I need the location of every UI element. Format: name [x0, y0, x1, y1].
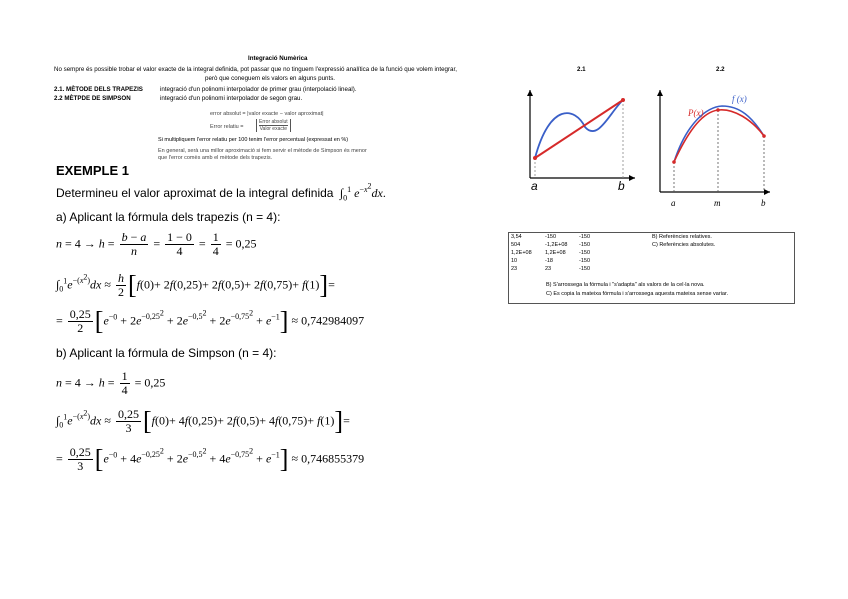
error-relative-numerator: Error absolut — [259, 119, 288, 125]
point-m — [716, 108, 720, 112]
sheet-cell: 10 — [511, 258, 518, 264]
sheet-row — [511, 258, 613, 265]
method1-label: 2.1. MÈTODE DELS TRAPEZIS — [54, 86, 143, 93]
intro-line-1: No sempre és possible trobar el valor exacte de la integral definida, pot passar que no tinguem l'expressió analítica de la funció que volem integrar, — [54, 66, 457, 73]
label-m: m — [714, 198, 721, 208]
statement-integral: $\int_0^1$ $e^{-x^2}dx$. — [336, 181, 386, 203]
sheet-note-absolute: C) Referències absolutes. — [652, 242, 716, 248]
simp-expansion: = $\frac{0,25}{3}$ $[e^{-0} + 4e^{-0,25^2} + 2e^{-0,5^2} + 4e^{-0,75^2} + e^{-1}] \approx 0,746855379$ — [56, 444, 365, 474]
error-relative-label: Error relatiu = — [210, 124, 244, 130]
error-absolute-formula: error absolut = |valor exacte − valor aproximat| — [210, 111, 324, 117]
error-percent-note: Si multipliquem l'error relatiu per 100 tenim l'error percentual (expressat en %) — [158, 137, 349, 143]
spreadsheet-snippet — [508, 232, 795, 304]
sheet-cell: -150 — [579, 266, 591, 272]
point-a — [672, 160, 676, 164]
label-a: a — [671, 198, 676, 208]
method2-label: 2.2 MÈTPDE DE SIMPSON — [54, 95, 131, 102]
part-b-label: b) Aplicant la fórmula de Simpson (n = 4): — [56, 346, 277, 360]
error-relative-fraction — [256, 119, 291, 132]
x-axis-arrow — [629, 175, 635, 181]
simp-formula: $\int_0^1e^{-(x^2)}dx$ ≈ $\frac{0,25}{3}$ [f(0)+ 4f(0,25)+ 2f(0,5)+ 4f(0,75)+ f(1)]= — [56, 406, 350, 436]
trap-result: 0,742984097 — [301, 313, 365, 328]
method2-desc: integració d'un polinomi interpolador de segon grau. — [160, 95, 303, 102]
sheet-cell: -150 — [545, 234, 557, 240]
point-b — [621, 98, 625, 102]
y-axis-arrow — [527, 90, 533, 96]
method1-desc: integració d'un polinomi interpolador de primer grau (interpolació lineal). — [160, 86, 357, 93]
sheet-cell: -150 — [579, 250, 591, 256]
sheet-cell: -1,2E+08 — [545, 242, 568, 248]
sheet-cell: 3,54 — [511, 234, 522, 240]
sheet-note-relative: B) Referències relatives. — [652, 234, 712, 240]
figure-simpson-diagram — [652, 82, 772, 212]
trap-h-value: 0,25 — [235, 236, 257, 251]
point-b — [762, 134, 766, 138]
sheet-cell: 23 — [545, 266, 552, 272]
figure-2-2-label: 2.2 — [716, 66, 725, 73]
simp-result: 0,746855379 — [301, 451, 365, 466]
statement-text: Determineu el valor aproximat de la integral definida — [56, 186, 334, 200]
sheet-cell: -150 — [579, 258, 591, 264]
sheet-cell: 1,2E+08 — [545, 250, 566, 256]
sheet-cell: 23 — [511, 266, 518, 272]
x-axis-arrow — [764, 189, 770, 195]
figure-2-1-label: 2.1 — [577, 66, 586, 73]
sheet-cell: -150 — [579, 242, 591, 248]
sheet-cell: 1,2E+08 — [511, 250, 532, 256]
sheet-row — [511, 242, 613, 249]
general-note-1: En general, serà una millor aproximació si fem servir el mètode de Simpson és menor — [158, 148, 367, 154]
example-statement — [56, 181, 386, 203]
simp-h-value: 0,25 — [144, 375, 166, 390]
sheet-cell: -150 — [579, 234, 591, 240]
error-relative-denominator: Valor exacte — [259, 126, 288, 132]
trap-formula: $\int_0^1e^{-(x^2)}dx$ ≈ $\frac{h}{2}$ [f(0)+ 2f(0,25)+ 2f(0,5)+ 2f(0,75)+ f(1)]= — [56, 270, 335, 300]
general-note-2: que l'error comès amb el mètode dels trapezis. — [158, 155, 273, 161]
y-axis-arrow — [657, 90, 663, 96]
sheet-row — [511, 266, 613, 273]
sheet-cell: 504 — [511, 242, 521, 248]
sheet-footer-note-2: C) Es copia la mateixa fórmula i s'arrossega aquesta mateixa sense variar. — [546, 291, 729, 297]
sheet-cell: -18 — [545, 258, 553, 264]
label-b: b — [761, 198, 766, 208]
intro-line-2: però que coneguem els valors en alguns punts. — [205, 75, 336, 82]
label-f: f (x) — [732, 94, 747, 104]
label-a: a — [531, 179, 538, 193]
sheet-row — [511, 250, 613, 257]
point-a — [533, 156, 537, 160]
sheet-footer-note-1: B) S'arrossega la fórmula i "s'adapta" als valors de la cel·la nova. — [546, 282, 705, 288]
figure-trapezoid-diagram — [510, 82, 640, 202]
trap-expansion: = $\frac{0,25}{2}$ $[e^{-0} + 2e^{-0,25^2} + 2e^{-0,5^2} + 2e^{-0,75^2} + e^{-1}] \approx 0,742984097$ — [56, 306, 365, 336]
example-title: EXEMPLE 1 — [56, 163, 129, 178]
label-P: P(x) — [688, 108, 704, 118]
page-title: Integració Numèrica — [248, 55, 308, 62]
label-b: b — [618, 179, 625, 193]
simp-h-equation: n = 4 → h = $\frac{1}{4}$ = 0,25 — [56, 369, 166, 397]
trapezoid-secant — [535, 100, 623, 158]
trap-h-equation: n = 4 → h = $\frac{b - a}{n}$ = $\frac{1 - 0}{4}$ = $\frac{1}{4}$ = 0,25 — [56, 230, 257, 258]
sheet-row — [511, 234, 613, 241]
part-a-label: a) Aplicant la fórmula dels trapezis (n = 4): — [56, 210, 281, 224]
